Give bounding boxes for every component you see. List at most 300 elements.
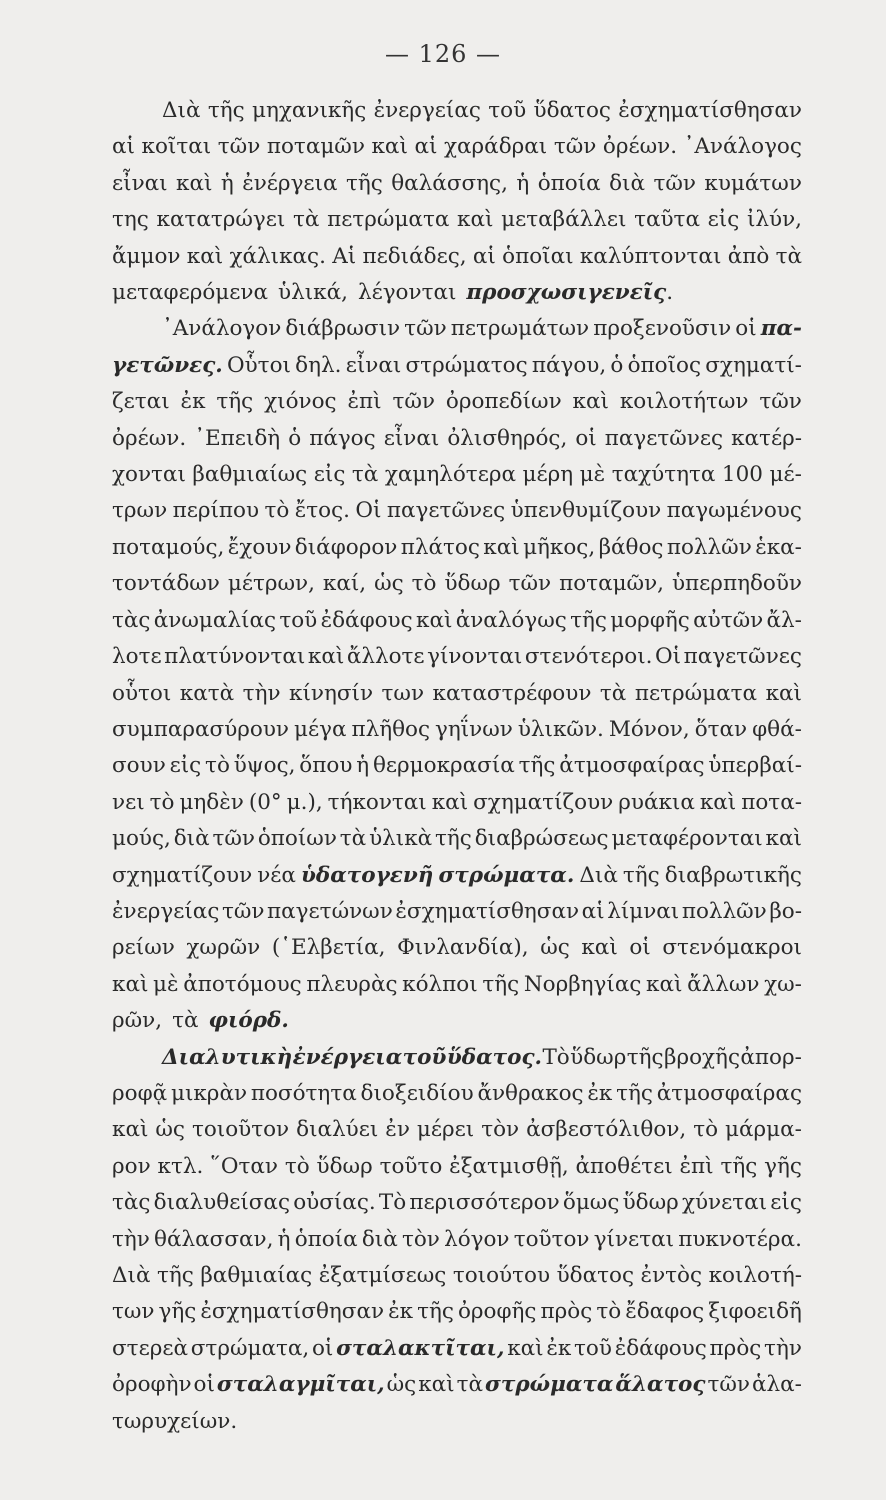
word: χαμηλότερα xyxy=(384,462,516,488)
word: τοῦτο xyxy=(379,1153,443,1179)
word: ὁποία xyxy=(537,170,601,196)
emphasized-word: ἐνέργεια xyxy=(292,1044,403,1070)
word: στρώματα, xyxy=(190,1335,310,1361)
word: Οἱ xyxy=(355,498,382,524)
word: εἰς xyxy=(313,462,346,488)
word: γίνονται xyxy=(427,644,523,670)
word: ὕδατος xyxy=(556,1263,634,1288)
emphasized-word: φιόρδ. xyxy=(208,1008,289,1034)
emphasized-word: προσχωσιγενεῖς xyxy=(466,280,667,306)
word: τὰ xyxy=(293,207,320,233)
word: πλάτος xyxy=(400,534,480,560)
word: εἶναι xyxy=(383,425,440,451)
text-line xyxy=(112,1003,802,1039)
word: τήκονται xyxy=(327,789,427,815)
word: διὰ xyxy=(361,1226,398,1252)
word: τοῦ xyxy=(574,1335,612,1361)
word: ἐντὸς xyxy=(640,1263,703,1288)
word: ἡ xyxy=(277,1226,291,1252)
word: γῆς xyxy=(158,1299,197,1325)
word: ποσότητα xyxy=(250,1080,357,1106)
word: πολλῶν xyxy=(681,898,767,924)
word: χωρῶν xyxy=(186,935,261,961)
word: σχηματίζουν xyxy=(112,862,253,888)
word: χιόνος xyxy=(264,389,337,415)
word: τὰ xyxy=(599,680,627,706)
word: βροχῆς xyxy=(664,1044,740,1070)
word: τὸ xyxy=(205,753,230,779)
word: ὀλισθηρός, xyxy=(447,425,568,451)
word: ὁ xyxy=(288,425,302,451)
word: οἱ xyxy=(735,316,757,342)
word: τὸν xyxy=(481,1117,520,1143)
word: καὶ xyxy=(418,1372,455,1398)
text-line xyxy=(112,1367,802,1403)
word: διοξειδίου xyxy=(360,1080,474,1106)
text-line xyxy=(112,1149,802,1185)
word: σχηματί- xyxy=(705,352,802,378)
word: τοῦ xyxy=(488,98,527,123)
text-line xyxy=(112,566,802,602)
word: ἐδάφους xyxy=(320,607,413,633)
word: ποταμῶν xyxy=(266,134,365,160)
emphasized-word: ἅλατος xyxy=(615,1372,706,1398)
word: ἐνεργείας xyxy=(112,898,220,924)
word: ρυάκια xyxy=(618,789,695,815)
word: ὁποία xyxy=(294,1226,358,1252)
word: τῆς xyxy=(345,170,383,196)
word: ὕδωρ xyxy=(444,571,501,597)
word: οἱ xyxy=(629,935,651,961)
word: σουν xyxy=(112,753,166,779)
word: παγετῶνες xyxy=(683,644,802,670)
word: ὡς xyxy=(540,935,570,961)
emphasized-word: σταλακτῖται, xyxy=(336,1335,505,1361)
word: τοῦ xyxy=(279,607,318,633)
word: καὶ xyxy=(765,680,802,706)
word: τρων xyxy=(112,498,168,524)
word: ἄλ- xyxy=(766,607,802,633)
emphasized-word: τοῦ xyxy=(402,1044,447,1070)
word: αἱ xyxy=(414,134,438,160)
word: σχηματίζουν xyxy=(473,789,614,815)
text-line xyxy=(112,1331,802,1367)
word: κατὰ xyxy=(179,680,235,706)
word: θάλασσαν, xyxy=(154,1226,274,1252)
word: πετρώματα xyxy=(327,207,450,233)
word: τὰ xyxy=(775,243,802,269)
word: ἐξατμίσεως xyxy=(318,1263,447,1288)
word: λέγονται xyxy=(357,280,457,306)
word: ῞Οταν xyxy=(210,1153,278,1179)
word: ἐνέργεια xyxy=(242,170,338,196)
word: ἄμμον xyxy=(112,243,181,269)
word: πλῆθος xyxy=(351,716,431,742)
word: καὶ xyxy=(431,789,469,815)
word: ὕδωρ xyxy=(316,1153,373,1179)
word: παγετώνων xyxy=(267,898,393,924)
word: των xyxy=(112,1299,155,1325)
word: Τὸ xyxy=(542,1044,570,1070)
word: τὸ xyxy=(693,1117,719,1143)
text-line xyxy=(112,894,802,930)
word: ἐν xyxy=(385,1117,410,1143)
word: μέτρων, xyxy=(227,571,315,597)
word: πετρωμάτων xyxy=(450,316,590,342)
word: ζεται xyxy=(112,389,170,415)
word: τὰς xyxy=(112,607,151,633)
word: τὴν xyxy=(112,1226,150,1252)
word: κατέρ- xyxy=(731,425,802,451)
text-line xyxy=(112,129,802,165)
word: τῶν xyxy=(217,134,261,160)
word: ὅμως xyxy=(562,1190,620,1216)
word: ἐπὶ xyxy=(679,1153,714,1179)
word: καὶ xyxy=(112,1117,149,1143)
word: τὰ xyxy=(456,1372,484,1398)
word: τῆς xyxy=(157,1263,194,1288)
word: καὶ xyxy=(572,389,609,415)
word: τῶν xyxy=(392,389,435,415)
word: θαλάσσης, xyxy=(391,170,508,196)
word: μεταφερόμενα xyxy=(112,280,269,306)
word: καὶ xyxy=(483,534,520,560)
word: ἀπὸ xyxy=(727,243,770,269)
word: μάρμα- xyxy=(725,1117,802,1143)
word: ὑπερβαί- xyxy=(708,753,802,779)
word: ὀρέων. xyxy=(602,134,678,160)
word: θερμοκρασία xyxy=(372,753,515,779)
word: μ.), xyxy=(286,789,323,815)
word: καὶ xyxy=(457,207,494,233)
word: πεδιάδες, xyxy=(362,243,467,269)
word: πυκνοτέρα. xyxy=(678,1226,802,1252)
word: βάθος xyxy=(598,534,664,560)
text-line xyxy=(112,676,802,712)
word: μεταβάλλει xyxy=(501,207,627,233)
word: τῆς xyxy=(417,1299,454,1325)
word: ᾿Ανάλογον xyxy=(162,316,282,342)
word: ἐκ xyxy=(587,1080,613,1106)
word: διαβρώσεως xyxy=(474,826,609,852)
text-line xyxy=(112,1294,802,1330)
word: εἰς xyxy=(770,1190,802,1216)
word: ἐσχηματίσθησαν xyxy=(200,1299,385,1325)
word: νει xyxy=(112,789,145,815)
word: διαβρωτικῆς xyxy=(664,862,802,888)
word: ὑλικὰ xyxy=(369,826,433,852)
word: καὶ xyxy=(176,170,213,196)
word: οἱ xyxy=(193,1372,215,1398)
word: μέρει xyxy=(416,1117,475,1143)
word: τὰ xyxy=(339,826,367,852)
word: συμπαρασύρουν xyxy=(112,716,289,742)
word: στερεὰ xyxy=(112,1335,189,1361)
word: Αἱ xyxy=(332,243,357,269)
word: ταχύτητα xyxy=(611,462,716,488)
word: ὡς xyxy=(374,571,404,597)
word: ροφᾷ xyxy=(112,1080,168,1106)
word: χύνεται xyxy=(681,1190,768,1216)
word: μέγα xyxy=(293,716,347,742)
word: ὀροφῆς xyxy=(457,1299,537,1325)
word: ἀτμοσφαίρας xyxy=(656,1080,802,1106)
word: ἀσβεστόλιθον, xyxy=(526,1117,687,1143)
word: οὗτοι xyxy=(112,680,172,706)
word: κοῖται xyxy=(141,134,212,160)
word: μὲ xyxy=(579,462,606,488)
text-line xyxy=(112,785,802,821)
word: καὶ xyxy=(507,1335,544,1361)
word: τοῦτον xyxy=(513,1226,590,1252)
word: ἰλύν, xyxy=(746,207,802,233)
text-line xyxy=(112,1076,802,1112)
word: τωρυχείων. xyxy=(112,1408,238,1434)
word: μικρὰν xyxy=(170,1080,248,1106)
word: ἐκ xyxy=(546,1335,572,1361)
word: τοντάδων xyxy=(112,571,220,597)
text-line xyxy=(112,821,802,857)
text-line xyxy=(112,348,802,384)
text-line xyxy=(112,239,802,275)
word: 100 xyxy=(721,462,763,488)
word: πρὸς xyxy=(709,1335,762,1361)
word: ὀροπεδίων xyxy=(445,389,562,415)
word: παγωμένους xyxy=(666,498,802,524)
word: τῶν xyxy=(653,170,696,196)
word: ρον xyxy=(112,1153,151,1179)
word: τῶν xyxy=(508,571,552,597)
text-line xyxy=(112,275,802,311)
word: στενότεροι. xyxy=(524,644,653,670)
word: ἑκα- xyxy=(755,534,802,560)
word: ὡς xyxy=(155,1117,185,1143)
word: τὰς xyxy=(112,1190,151,1216)
word: κυμάτων xyxy=(704,170,802,196)
word: τῶν xyxy=(221,898,265,924)
word: ἐπὶ xyxy=(347,389,382,415)
text-line xyxy=(112,712,802,748)
word: τῆς xyxy=(622,862,660,888)
word: νέα xyxy=(257,862,296,888)
emphasized-word: στρώματα. xyxy=(438,862,575,888)
text-line xyxy=(112,1404,802,1440)
page-number: — 126 — xyxy=(384,40,502,68)
word: τὸ xyxy=(284,1153,310,1179)
word: καὶ xyxy=(186,243,224,269)
word: Μόνον, xyxy=(608,716,690,742)
word: διάβρωσιν xyxy=(285,316,401,342)
word: λίμναι xyxy=(607,898,680,924)
word: κοιλοτήτων xyxy=(619,389,749,415)
word: ἐνεργείας xyxy=(373,98,481,123)
word: μεταφέρονται xyxy=(611,826,763,852)
word: καὶ xyxy=(371,134,408,160)
word: τῆς xyxy=(616,1080,653,1106)
word: ποτα- xyxy=(741,789,802,815)
word: τῆς xyxy=(720,1153,758,1179)
word: τῆς xyxy=(626,1044,664,1070)
word: ὁποίων xyxy=(257,826,337,852)
word: τῶν xyxy=(212,826,255,852)
word: Τὸ xyxy=(378,1190,407,1216)
text-line xyxy=(112,639,802,675)
word: διὰ xyxy=(609,170,646,196)
word: ἐσχηματίσθησαν xyxy=(395,898,580,924)
word: ἀποθέτει xyxy=(575,1153,673,1179)
word: καὶ xyxy=(646,971,683,997)
emphasized-word: ὑδατογενῆ xyxy=(300,862,434,888)
word: ἀναλόγως xyxy=(455,607,567,633)
word: ἡ xyxy=(356,753,370,779)
word: ὑπενθυμίζουν xyxy=(510,498,662,524)
word: ὑπερπηδοῦν xyxy=(671,571,802,597)
emphasized-word: ὕδατος. xyxy=(446,1044,543,1070)
word: διὰ xyxy=(173,826,210,852)
word: τῆς xyxy=(207,98,245,123)
word: στενόμακροι xyxy=(662,935,802,961)
word: χονται xyxy=(112,462,186,488)
word: τὴν xyxy=(242,680,281,706)
text-line xyxy=(112,493,802,529)
word: ἐξατμισθῇ, xyxy=(449,1153,569,1179)
word: ὕδωρ xyxy=(570,1044,627,1070)
word: εἶναι xyxy=(112,170,168,196)
word: οἱ xyxy=(575,425,597,451)
word: πρὸς xyxy=(540,1299,593,1325)
word: τῶν xyxy=(553,134,597,160)
text-line xyxy=(112,1222,802,1258)
word: διαλυθείσας xyxy=(153,1190,290,1216)
word: καὶ xyxy=(765,826,802,852)
word: ὕδατος xyxy=(533,98,611,123)
word: τῆς xyxy=(482,971,520,997)
word: ποταμῶν, xyxy=(559,571,664,597)
word: καί, xyxy=(322,571,367,597)
word: προξενοῦσιν xyxy=(593,316,732,342)
emphasized-word: σταλαγμῖται, xyxy=(216,1372,385,1398)
word: ἔτος. xyxy=(294,498,350,524)
word: Οἱ xyxy=(655,644,682,670)
word: καὶ xyxy=(699,789,737,815)
text-line xyxy=(112,1185,802,1221)
word: βο- xyxy=(769,898,802,924)
word: εἰς xyxy=(707,207,740,233)
word: τὸ xyxy=(411,571,437,597)
word: τὸν xyxy=(401,1226,440,1252)
text-line xyxy=(112,603,802,639)
word: οὐσίας. xyxy=(293,1190,376,1216)
text-line xyxy=(112,930,802,966)
word: ἔδαφος xyxy=(625,1299,705,1325)
word: χαράδραι xyxy=(443,134,548,160)
word: αἱ xyxy=(581,898,605,924)
word: ρῶν, xyxy=(112,1008,163,1034)
word: πετρώματα xyxy=(634,680,758,706)
word: καὶ xyxy=(416,607,453,633)
word: γηΐνων xyxy=(435,716,513,742)
word: πάγος xyxy=(309,425,376,451)
word: πολλῶν xyxy=(666,534,752,560)
text-line xyxy=(112,1040,802,1076)
word: ὀροφὴν xyxy=(112,1372,192,1398)
text-line xyxy=(112,748,802,784)
word: ἄνθρακος xyxy=(477,1080,584,1106)
text-line xyxy=(112,858,802,894)
word: τοιούτου xyxy=(452,1263,551,1288)
word: ἡ xyxy=(220,170,234,196)
word: καὶ xyxy=(112,971,149,997)
word: τὸ xyxy=(596,1299,622,1325)
word: βαθμιαίας xyxy=(200,1263,313,1288)
word: (῾Ελβετία, xyxy=(271,935,386,961)
word: τὰ xyxy=(351,462,379,488)
word: λόγον xyxy=(444,1226,510,1252)
word: ἐκ xyxy=(388,1299,414,1325)
word: τῶν xyxy=(759,389,802,415)
word: Διὰ xyxy=(162,98,201,123)
word: τῆς xyxy=(518,753,556,779)
word: καλύπτονται xyxy=(579,243,722,269)
word: ἡ xyxy=(516,170,530,196)
word: ἀποτόμους xyxy=(183,971,302,997)
word: μὲ xyxy=(153,971,179,997)
word: Διὰ xyxy=(112,1263,151,1288)
word: δηλ. xyxy=(295,352,342,378)
word: τὸ xyxy=(264,498,290,524)
word: τὸ xyxy=(149,789,175,815)
word: ἐσχηματίσθησαν xyxy=(618,98,802,123)
word: στρώματος xyxy=(405,352,528,378)
word: τὰ xyxy=(172,1008,199,1034)
word: χω- xyxy=(764,971,802,997)
word: ταῦτα xyxy=(634,207,700,233)
word: της xyxy=(112,207,149,233)
word: ὕδωρ xyxy=(622,1190,679,1216)
word: εἰς xyxy=(169,753,202,779)
word: καὶ xyxy=(307,644,345,670)
word: ὑλικά, xyxy=(278,280,348,306)
word: ὕψος, xyxy=(233,753,296,779)
word: τῆς xyxy=(570,607,607,633)
emphasized-word: πα- xyxy=(760,316,802,342)
text-line xyxy=(112,384,802,420)
word: ἄλλοτε xyxy=(346,644,425,670)
word: κτλ. xyxy=(157,1153,204,1179)
word: ὀρέων. xyxy=(112,425,187,451)
text-line xyxy=(112,202,802,238)
body-text xyxy=(112,93,802,1440)
word: κοιλοτή- xyxy=(708,1263,802,1288)
text-line xyxy=(112,530,802,566)
word: καὶ xyxy=(581,935,618,961)
word: περίπου xyxy=(172,498,260,524)
word: ὅπου xyxy=(299,753,353,779)
text-line xyxy=(112,457,802,493)
word: πάγου, xyxy=(531,352,607,378)
word: χάλικας. xyxy=(229,243,326,269)
word: μηχανικῆς xyxy=(251,98,367,123)
word: ᾿Ανάλογος xyxy=(683,134,802,160)
word: ποταμούς, xyxy=(112,534,225,560)
word: Διὰ xyxy=(579,862,618,888)
word: γῆς xyxy=(764,1153,802,1179)
word: ἐκ xyxy=(180,389,206,415)
word: ᾿Επειδὴ xyxy=(194,425,281,451)
word: ὅταν xyxy=(694,716,748,742)
text-line xyxy=(112,967,802,1003)
word: τῆς xyxy=(216,389,254,415)
